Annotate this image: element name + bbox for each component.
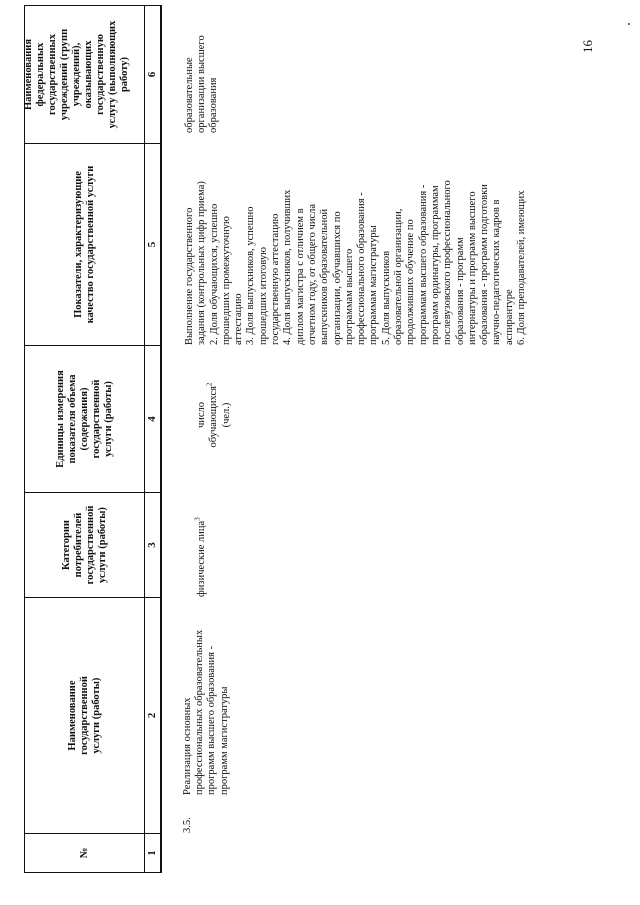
consumer-category-text: физические лица	[196, 520, 208, 597]
column-number-3: 3	[146, 542, 158, 548]
unit-abbreviation: (чел.)	[220, 402, 232, 428]
unit-main-text: число обучающихся	[196, 386, 220, 448]
column-number-1: 1	[146, 850, 158, 856]
column-number-6: 6	[146, 71, 158, 78]
table-header-bottom-border	[144, 5, 145, 873]
row-service-name: Реализация основных профессиональных образовательных программ высшего образования - программ магистратуры	[182, 629, 230, 795]
header-institutions: Наименования федеральных государственных учреждений (групп учреждений), оказывающих государственную услугу (выполняющих работу)	[22, 20, 130, 129]
page-number: 16	[580, 40, 595, 53]
scan-speck	[628, 23, 630, 25]
unit-footnote-mark: 2	[205, 382, 214, 387]
table-numbers-bottom-border	[160, 5, 162, 873]
row-unit	[184, 355, 245, 475]
column-number-5: 5	[146, 241, 158, 248]
row-consumer-category	[184, 487, 208, 597]
row-quality-indicators: Выполнение государственного задания (контрольных цифр приема) 2. Доля обучающихся, успешно прошедших промежуточную аттестацию 3. Доля выпускников, успешно прошедших итоговую государственную аттестацию 4. Доля выпускников, получивших диплом магистра с отличием в отчетном году, от общего числа выпускников образовательной организации, обучавшихся по программам высшего профессионального образования - программам магистратуры 5. Доля выпускников образовательной организации, продолживших обучение по программам высшего образования - программ ординатуры, программам послевузовского профессионального образования - программ интернатуры и программ высшего образования - программ подготовки научно-педагогических кадров в аспирантуре 6. Доля преподавателей, имеющих	[184, 180, 528, 345]
header-number: №	[78, 847, 90, 859]
column-number-2: 2	[146, 712, 158, 719]
header-service-name: Наименование государственной услуги (работы)	[66, 676, 102, 755]
row-institutions: образовательные организации высшего образования	[184, 35, 220, 133]
row-number: 3.5.	[182, 817, 193, 833]
consumer-footnote-mark: 3	[193, 517, 202, 521]
column-number-4: 4	[146, 416, 158, 422]
header-unit: Единицы измерения показателя объема (содержания) государственной услуги (работы)	[54, 370, 114, 468]
header-consumer-category: Категории потребителей государственной услуги (работы)	[60, 505, 108, 585]
header-quality-indicators: Показатели, характеризующие качество государственной услуги	[72, 165, 96, 324]
